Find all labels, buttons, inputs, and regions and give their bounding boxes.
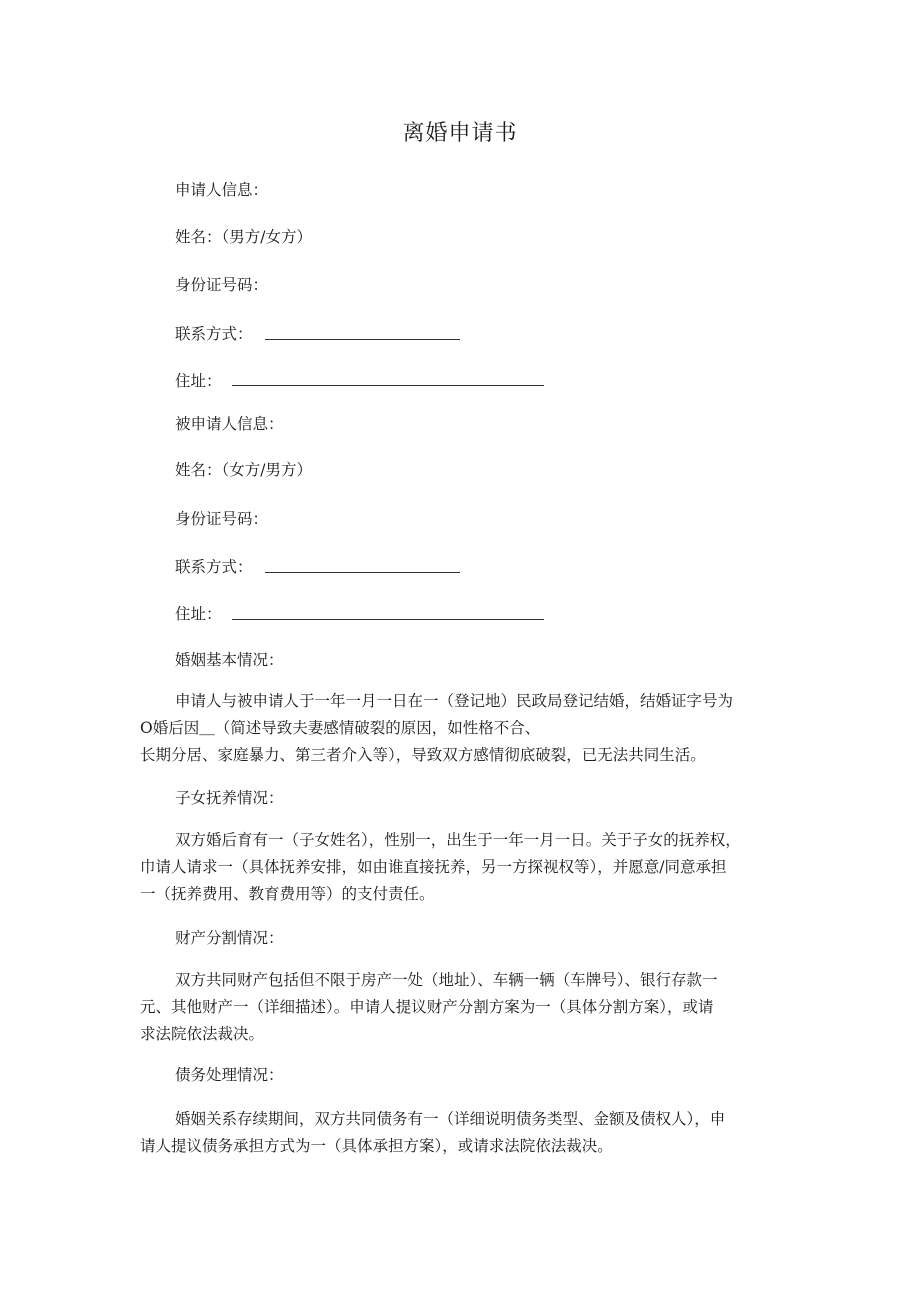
marriage-heading: 婚姻基本情况：: [175, 651, 284, 669]
respondent-contact: 联系方式：: [175, 558, 253, 576]
property-heading: 财产分割情况：: [175, 929, 284, 947]
applicant-address: 住址：: [175, 372, 222, 390]
children-line: 巾请人请求一（具体抚养安排，如由谁直接抚养，另一方探视权等），并愿意/同意承担: [140, 858, 727, 876]
respondent-address-blank: [232, 619, 544, 620]
property-line: 双方共同财产包括但不限于房产一处（地址）、车辆一辆（车牌号）、银行存款一: [175, 971, 718, 989]
respondent-heading: 被申请人信息：: [175, 415, 284, 433]
property-line: 元、其他财产一（详细描述）。申请人提议财产分割方案为一（具体分割方案），或请: [140, 998, 714, 1016]
respondent-id: 身份证号码：: [175, 510, 269, 528]
debt-line: 婚姻关系存续期间，双方共同债务有一（详细说明债务类型、金额及债权人），申: [175, 1110, 726, 1128]
applicant-contact: 联系方式：: [175, 325, 253, 343]
applicant-name: 姓名：（男方/女方）: [175, 228, 312, 246]
debt-paragraph: [140, 1106, 790, 1160]
children-line: 一（抚养费用、教育费用等）的支付责任。: [140, 885, 435, 903]
property-paragraph: [140, 967, 790, 1048]
children-heading: 子女抚养情况：: [175, 789, 284, 807]
property-line: 求法院依法裁决。: [140, 1025, 265, 1043]
respondent-address: 住址：: [175, 605, 222, 623]
document-title: 离婚申请书: [402, 121, 518, 146]
debt-heading: 债务处理情况：: [175, 1066, 284, 1084]
respondent-contact-blank: [265, 572, 460, 573]
respondent-name: 姓名：（女方/男方）: [175, 461, 312, 479]
applicant-address-blank: [232, 385, 544, 386]
children-line: 双方婚后育有一（子女姓名），性别一，出生于一年一月一日。关于子女的抚养权，: [175, 831, 741, 849]
children-paragraph: [140, 827, 790, 908]
debt-line: 请人提议债务承担方式为一（具体承担方案），或请求法院依法裁决。: [140, 1137, 613, 1155]
marriage-line: O婚后因＿（简述导致夫妻感情破裂的原因，如性格不合、: [140, 719, 541, 737]
applicant-heading: 申请人信息：: [175, 181, 269, 199]
marriage-line: 长期分居、家庭暴力、第三者介入等），导致双方感情彻底破裂，已无法共同生活。: [140, 746, 706, 764]
applicant-id: 身份证号码：: [175, 276, 269, 294]
applicant-contact-blank: [265, 339, 460, 340]
marriage-line: 申请人与被申请人于一年一月一日在一（登记地）民政局登记结婚，结婚证字号为: [175, 692, 734, 710]
marriage-paragraph: [140, 688, 790, 769]
